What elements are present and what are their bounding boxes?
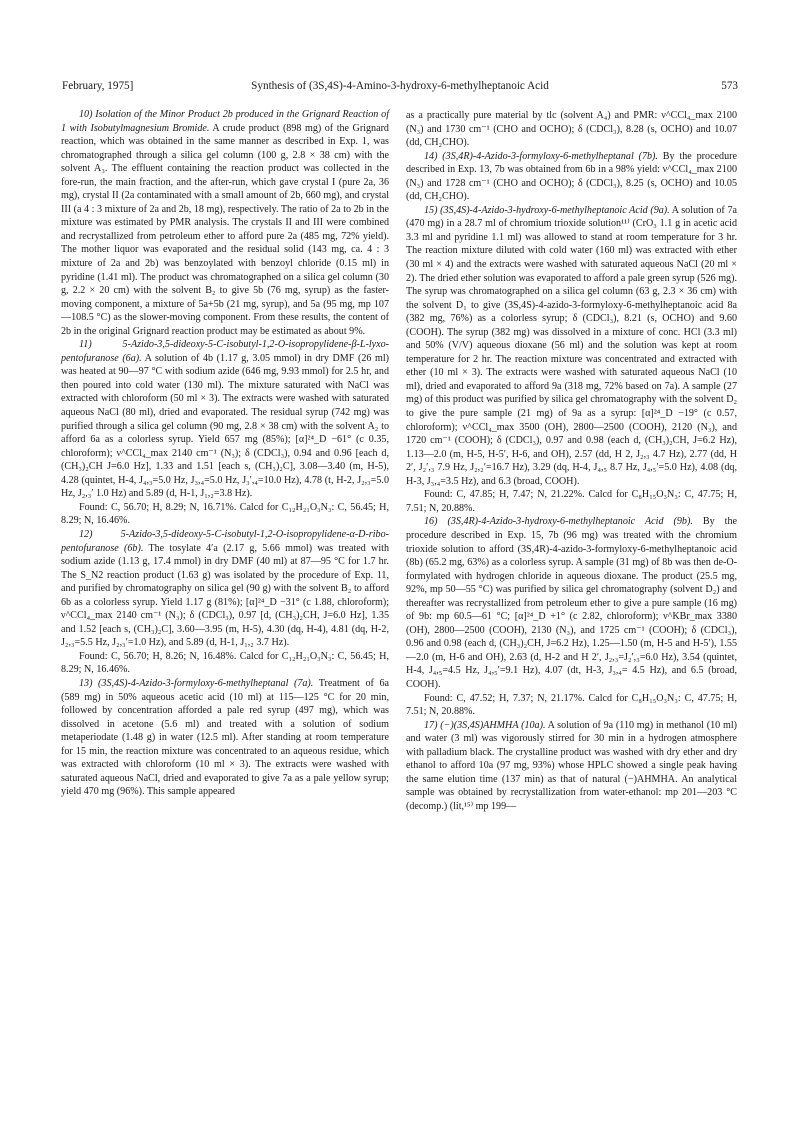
experiment-text: By the procedure described in Exp. 13, 7b was obtained from 6b in a 98% yield: ν^CCl₄_max 2100 (N₃) and 1728 cm⁻¹ (CHO and OCHO); δ (CDCl₃), 8.25 (s, OCHO) and 10.05 (dd, CH₂CHO). [406, 150, 737, 203]
experiment-text: Treatment of 6a (589 mg) in 50% aqueous acetic acid (10 ml) at 115—125 °C for 20 min, followed by concentration afforded a pale red syrup (497 mg), which was dissolved in acetone (5.6 ml) and treated with a solution of sodium metaperiodate (1.48 g) in water (12.5 ml). After standing at room temperature for 15 min, the reaction mixture was concentrated to an aqueous residue, which was extracted with chloroform (10 ml × 3). The extracts were washed with saturated aqueous NaCl, dried and evaporated to give 7a as a pale yellow syrup; yield 470 mg (96%). This sample appeared [61, 677, 389, 798]
experiment-text: A solution of 4b (1.17 g, 3.05 mmol) in dry DMF (26 ml) was heated at 90—97 °C with sodium azide (646 mg, 9.93 mmol) for 2.5 hr, and then poured into cold water (130 ml). The mixture saturated with NaCl was extracted with chloroform (50 ml × 3). The extracts were washed with saturated aqueous NaCl (80 ml), dried and evaporated. The residual syrup (742 mg) was purified through a silica gel column (90 mg, 2.8 × 38 cm) with the solvent A₂ to afford 6a as a colorless syrup. Yield 657 mg (85%); [α]²⁴_D −61° (c 0.35, chloroform); ν^CCl₄_max 2140 cm⁻¹ (N₃); δ (CDCl₃), 0.94 and 0.96 [each d, (CH₃)₂CH J=6.0 Hz], 1.33 and 1.51 [each s, (CH₃)₂C], 3.08—3.40 (m, H-5), 4.28 (quintet, H-4, J₄,₃=5.0 Hz, J₃,₄=5.0 Hz, J₃′,₄=10.0 Hz), 4.78 (t, H-2, J₂,₃=5.0 Hz, J₂,₃′ 1.0 Hz) and 5.89 (d, H-1, J₁,₂=3.8 Hz). [61, 352, 389, 500]
right-column [406, 109, 737, 813]
experiment-text: The tosylate 4′a (2.17 g, 5.66 mmol) was treated with sodium azide (1.13 g, 17.4 mmol) in dry DMF (40 ml) at 87—95 °C for 1.7 hr. The S_N2 reaction product (1.63 g) was isolated by the procedure of Exp. 11, and purified by chromatography on silica gel (90 g) with the solvent B₂ to afford 6b as a colorless syrup. Yield 1.17 g (81%); [α]²⁴_D −31° (c 1.88, chloroform); ν^CCl₄_max 2140 cm⁻¹ (N₃); δ (CDCl₃), 0.97 [d, (CH₃)₂CH, J=6.0 Hz], 1.35 and 1.52 [each s, (CH₃)₂C], 3.60—3.95 (m, H-5), 4.30 (dq, H-4), 4.81 (dq, H-2, J₂,₃=5.5 Hz, J₂,₃′=1.0 Hz), and 5.89 (d, H-1, J₁,₂ 3.7 Hz). [61, 542, 389, 649]
experiment-text: A solution of 7a (470 mg) in a 28.7 ml of chromium trioxide solution¹¹⁾ (CrO₃ 1.1 g in acetic acid 3.3 ml and pyridine 1.1 ml) was allowed to stand at room temperature for 3 hr. The reaction mixture diluted with cold water (160 ml) was extracted with ether (30 ml × 4) and the extracts were washed with saturated aqueous NaCl (20 ml × 2). The dried ether solution was evaporated to afford a pale green syrup (526 mg). The syrup was chromatographed on a silica gel column (63 g, 2.3 × 36 cm) with the solvent D₁ to give (3S,4S)-4-azido-3-formyloxy-6-methylheptanoic acid 8a (382 mg, 76%) as a colorless syrup; δ (CDCl₃), 8.21 (s, OCHO) and 9.60 (COOH). The syrup (382 mg) was dissolved in a mixture of conc. HCl (3.3 ml) and 50% (V/V) aqueous dioxane (56 ml) and the solution was kept at room temperature for 2 hr. The reaction mixture was concentrated and extracted with ether (10 ml × 3). The extracts were washed with saturated aqueous NaCl (10 ml), dried and evaporated to afford 9a (318 mg, 72% based on 7a). A sample (27 mg) of this product was purified by silica gel chromatography with the solvent D₂ to give the pure sample (21 mg) of 9a as a syrup: [α]²⁴_D −19° (c 0.57, chloroform); ν^CCl₄_max 3500 (OH), 2800—2500 (COOH), 2120 (N₃), and 1720 cm⁻¹ (COOH); δ (CDCl₃), 0.97 and 0.98 (each d, (CH₃)₂CH, J=6.2 Hz), 1.13—2.0 (m, H-5, H-5′, H-6, and OH), 2.57 (dd, H 2, J₂,₃ 4.7 Hz), 2.77 (dd, H 2′, J₂′,₃ 7.9 Hz, J₂,₂′=16.7 Hz), 3.29 (dq, H-4, J₄,₅ 8.7 Hz, J₄,₅′=5.0 Hz), 4.08 (dq, H-3, J₃,₄=3.5 Hz), and 6.3 (broad, COOH). [406, 204, 737, 487]
analysis-found: Found: C, 56.70; H, 8.26; N, 16.48%. Calcd for C₁₂H₂₁O₃N₃: C, 56.45; H, 8.29; N, 16.46%. [61, 650, 389, 676]
analysis-found: Found: C, 47.52; H, 7.37; N, 21.17%. Calcd for C₈H₁₅O₃N₃: C, 47.75; H, 7.51; N, 20.88%. [406, 692, 737, 718]
experiment-heading: 17) (−)(3S,4S)AHMHA (10a). [424, 719, 546, 731]
left-column [61, 108, 389, 799]
experiment-heading: 15) (3S,4S)-4-Azido-3-hydroxy-6-methylheptanoic Acid (9a). [424, 204, 670, 216]
experiment-12 [61, 528, 389, 650]
experiment-15 [406, 204, 737, 488]
experiment-heading: 11) 5-Azido-3,5-dideoxy-5-C-isobutyl-1,2-O-isopropylidene-β-L-lyxo-pentofuranose (6a). [61, 339, 389, 364]
continued-paragraph: as a practically pure material by tlc (solvent A₄) and PMR: ν^CCl₄_max 2100 (N₃) and 1730 cm⁻¹ (CHO and OCHO); δ (CDCl₃), 8.28 (s, OCHO) and 10.07 (dd, CH₂CHO). [406, 110, 737, 149]
experiment-16 [406, 515, 737, 691]
analysis-found: Found: C, 47.85; H, 7.47; N, 21.22%. Calcd for C₈H₁₅O₃N₃: C, 47.75; H, 7.51; N, 20.88%. [406, 489, 737, 514]
experiment-heading: 16) (3S,4R)-4-Azido-3-hydroxy-6-methylheptanoic Acid (9b). [424, 516, 693, 528]
experiment-10 [61, 108, 389, 338]
page-number: 573 [721, 80, 738, 92]
experiment-text: A crude product (898 mg) of the Grignard reaction, which was obtained in the same manner as described in Exp. 1, was chromatographed through a silica gel column (100 g, 2.8 × 38 cm) with the solvent A₃. The effluent containing the reaction product was collected in the fore-run, the main fraction, and the after-run, which gave crystal I (pure 2a, 36 mg), crystal II (2a contaminated with a small amount of 2b, 660 mg), and crystal III (a 4 : 3 mixture of 2a and 2b, 18 mg), respectively. The ratio of 2a to 2b in the mixture was estimated by PMR analysis. The crystals II and III were combined and recrystallized from petroleum ether to afford pure 2a (485 mg, 72% yield). The mother liquor was evaporated and the residual solid (143 mg, ca. 4 : 3 mixture of 2a and 2b) was benzoylated with benzoyl chloride (0.15 ml) in pyridine (1.41 ml). The product was chromatographed on a silica gel column (30 g, 2.2 × 20 cm) with the solvent B₂ to give 5b (76 mg, syrup) as the faster-moving component, a mixture of 5a+5b (21 mg, syrup), and 5a (95 mg, mp 107—108.5 °C) as the slower-moving component. From these results, the content of 2b in the original Grignard reaction product may be estimated as about 9%. [61, 122, 389, 337]
experiment-13 [61, 677, 389, 799]
experiment-17 [406, 719, 737, 814]
experiment-text: By the procedure described in Exp. 15, 7b (96 mg) was treated with the chromium trioxide solution to afford (3S,4R)-4-azido-3-formyloxy-6-methylheptanoic acid (8b) (65.2 mg, 63%) as a colorless syrup. A sample (31 mg) of 8b was then de-O-formylated with hydrogen chloride in aqueous dioxane. The product (25.5 mg, 92%, mp 50—55 °C) was purified by silica gel chromatography (solvent D₂) and thereafter was recrystallized from petroleum ether to give a pure sample (16 mg) of 9b: mp 60.5—61 °C; [α]²⁴_D +1° (c 2.82, chloroform); ν^KBr_max 3380 (OH), 2800—2500 (COOH), 2130 (N₃), and 1725 cm⁻¹ (COOH); δ (CDCl₃), 0.96 and 0.98 (each d, (CH₃)₂CH, J=6.2 Hz), 1.25—1.50 (m, H-5 and H-5′), 1.55—2.0 (m, H-6 and OH), 2.63 (d, H-2 and H 2′, J₂,₃=J₂′,₃=6.0 Hz), 3.54 (quintet, H-4, J₄,₅=4.5 Hz, J₄,₅′=9.1 Hz), 4.07 (dt, H-3, J₃,₄= 4.5 Hz), and 6.5 (broad, COOH). [406, 516, 737, 690]
experiment-text: A solution of 9a (110 mg) in methanol (10 ml) and water (3 ml) was vigorously stirred for 30 min in a hydrogen atmosphere with palladium black. The crystalline product was washed with dry ether and dry ethanol to afford 10a (97 mg, 93%) whose HPLC showed a single peak having the same elution time (137 min) as that of natural (−)AHMHA. An analytical sample was obtained by recrystallization from water-ethanol: mp 201—203 °C (decomp.) (lit,¹⁵⁾ mp 199— [406, 719, 737, 812]
header-title: Synthesis of (3S,4S)-4-Amino-3-hydroxy-6-methylheptanoic Acid [251, 80, 549, 92]
experiment-heading: 12) 5-Azido-3,5-dideoxy-5-C-isobutyl-1,2-O-isopropylidene-α-D-ribo-pentofuranose (6b). [61, 528, 389, 554]
experiment-heading: 13) (3S,4S)-4-Azido-3-formyloxy-6-methylheptanal (7a). [79, 677, 314, 689]
experiment-11 [61, 338, 389, 501]
analysis-found: Found: C, 56.70; H, 8.29; N, 16.71%. Calcd for C₁₂H₂₁O₃N₃: C, 56.45; H, 8.29; N, 16.46%. [61, 501, 389, 527]
experiment-14 [406, 150, 737, 204]
experiment-heading: 14) (3S,4R)-4-Azido-3-formyloxy-6-methylheptanal (7b). [424, 150, 658, 162]
running-header [62, 78, 738, 94]
header-date: February, 1975] [62, 80, 134, 92]
experiment-heading: 10) Isolation of the Minor Product 2b produced in the Grignard Reaction of 1 with Isobutylmagnesium Bromide. [61, 109, 389, 134]
